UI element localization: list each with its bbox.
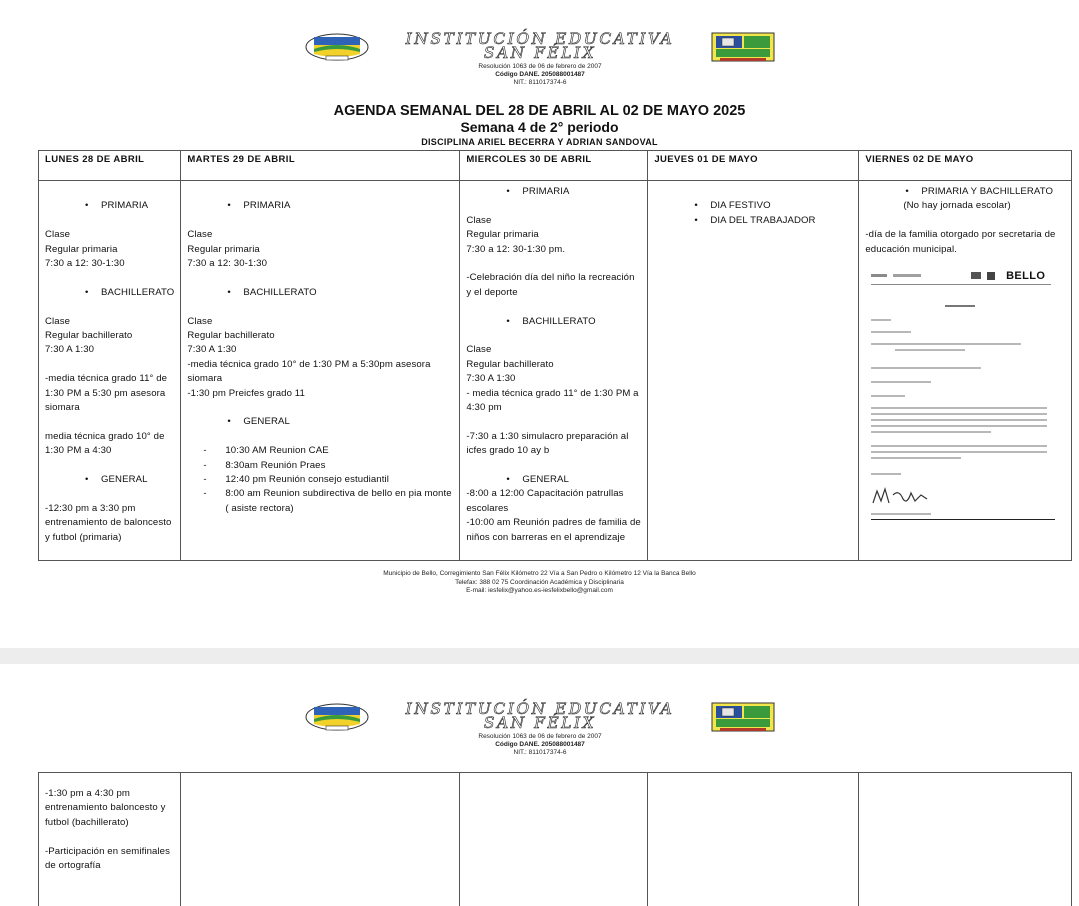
martes-preicfes: -1:30 pm Preicfes grado 11: [187, 387, 305, 399]
lunes-participacion-ortografia: -Participación en semifinales de ortografía: [45, 845, 171, 872]
document-page-2: [0, 664, 1079, 906]
table-row: [39, 181, 1072, 561]
martes-media10: -media técnica grado 10° de 1:30 PM a 5:30pm asesora siomara: [187, 358, 431, 385]
miercoles-bachillerato: • BACHILLERATO: [466, 315, 641, 329]
footer-email: E-mail: iesfelix@yahoo.es-iesfelixbello@gmail.com: [466, 587, 613, 595]
nit-text: NIT.: 811017374-6: [513, 749, 567, 756]
dane-code: Código DANE. 205088001487: [495, 741, 585, 748]
lunes-general: • GENERAL: [45, 473, 174, 487]
lunes-clase2: Clase: [45, 315, 71, 327]
lunes-bachillerato: • BACHILLERATO: [45, 286, 174, 300]
resolution-text: Resolución 1063 de 06 de febrero de 2007: [478, 733, 602, 740]
martes-regular-bachillerato: Regular bachillerato: [187, 330, 275, 341]
lunes-media11: -media técnica grado 11° de 1:30 PM a 5:30 pm asesora siomara: [45, 373, 168, 414]
agenda-title: AGENDA SEMANAL DEL 28 DE ABRIL AL 02 DE MAYO 2025: [333, 103, 746, 119]
miercoles-celebracion: -Celebración día del niño la recreación y el deporte: [466, 272, 635, 298]
martes-hora-bachillerato: 7:30 A 1:30: [187, 344, 237, 356]
cell-lunes-continued: [39, 773, 181, 906]
lunes-regular-primaria: Regular primaria: [45, 243, 118, 255]
institution-crest-icon: [304, 32, 370, 62]
col-header-jueves: JUEVES 01 DE MAYO: [648, 151, 859, 181]
martes-regular-primaria: Regular primaria: [187, 243, 260, 255]
dane-code: Código DANE. 205088001487: [495, 71, 585, 78]
viernes-primaria-bachillerato: • PRIMARIA Y BACHILLERATO: [865, 185, 1065, 199]
lunes-clase: Clase: [45, 229, 71, 241]
cell-viernes: [859, 181, 1072, 561]
page-separator: [0, 648, 1079, 664]
miercoles-clase: Clase: [466, 214, 492, 226]
cell-martes: [181, 181, 460, 561]
martes-item-subdirectiva: - 8:00 am Reunion subdirectiva de bello en pia monte ( asiste rectora): [187, 487, 453, 516]
miercoles-hora-primaria: 7:30 a 12: 30-1:30 pm.: [466, 243, 566, 255]
lunes-hora-primaria: 7:30 a 12: 30-1:30: [45, 258, 125, 269]
martes-clase: Clase: [187, 229, 213, 241]
institution-header: [300, 30, 780, 92]
viernes-no-jornada: (No hay jornada escolar): [903, 200, 1011, 212]
institution-name-line2: SAN FÉLIX: [483, 44, 597, 62]
martes-item-consejo: - 12:40 pm Reunión consejo estudiantil: [187, 473, 453, 487]
institution-name-line1: INSTITUCIÓN EDUCATIVA: [405, 30, 675, 48]
table-row: [39, 773, 1072, 906]
document-footer: [0, 570, 1079, 596]
cell-martes-continued: [181, 773, 460, 906]
miercoles-general: • GENERAL: [466, 473, 641, 487]
cell-jueves-continued: [648, 773, 859, 906]
miercoles-simulacro: -7:30 a 1:30 simulacro preparación al icfes grado 10 ay b: [466, 430, 629, 457]
col-header-viernes: VIERNES 02 DE MAYO: [859, 151, 1072, 181]
municipal-shield-icon: [710, 32, 776, 62]
lunes-media10: media técnica grado 10° de 1:30 PM a 4:30: [45, 430, 165, 457]
miercoles-regular-bachillerato: Regular bachillerato: [466, 358, 554, 370]
agenda-title-block: [0, 103, 1079, 148]
nit-text: NIT.: 811017374-6: [513, 79, 567, 86]
col-header-miercoles: MIERCOLES 30 DE ABRIL: [460, 151, 648, 181]
cell-viernes-continued: [859, 773, 1072, 906]
martes-item-cae: - 10:30 AM Reunion CAE: [187, 444, 453, 458]
martes-bachillerato: • BACHILLERATO: [187, 286, 453, 300]
miercoles-media11: - media técnica grado 11° de 1:30 PM a 4:30 pm: [466, 387, 639, 414]
institution-crest-icon: [304, 702, 370, 732]
jueves-dia-trabajador: • DIA DEL TRABAJADOR: [654, 214, 852, 228]
martes-hora-primaria: 7:30 a 12: 30-1:30: [187, 258, 268, 269]
institution-name-line2: SAN FÉLIX: [483, 714, 597, 732]
col-header-martes: MARTES 29 DE ABRIL: [181, 151, 460, 181]
jueves-dia-festivo: • DIA FESTIVO: [654, 199, 852, 213]
martes-general: • GENERAL: [187, 415, 453, 429]
miercoles-primaria: • PRIMARIA: [466, 185, 641, 199]
miercoles-reunion: -10:00 am Reunión padres de familia de niños con barreras en el aprendizaje: [466, 517, 641, 543]
signature-icon: [871, 485, 931, 509]
miercoles-clase2: Clase: [466, 344, 492, 356]
miercoles-capacitacion: -8:00 a 12:00 Capacitación patrullas escolares: [466, 488, 624, 514]
lunes-hora-bachillerato: 7:30 A 1:30: [45, 344, 95, 356]
miercoles-regular-primaria: Regular primaria: [466, 229, 539, 241]
agenda-discipline: DISCIPLINA ARIEL BECERRA Y ADRIAN SANDOVAL: [421, 137, 658, 147]
weekly-agenda-table-continued: [38, 772, 1072, 906]
memo-bello-logo: BELLO: [1006, 270, 1046, 283]
municipal-shield-icon: [710, 702, 776, 732]
miercoles-hora-bachillerato: 7:30 A 1:30: [466, 373, 516, 385]
weekly-agenda-table: [38, 150, 1072, 561]
institution-header: [300, 700, 780, 762]
lunes-entrenamiento-bachillerato: -1:30 pm a 4:30 pm entrenamiento baloncesto y futbol (bachillerato): [45, 788, 166, 828]
lunes-primaria: • PRIMARIA: [45, 199, 174, 213]
lunes-regular-bachillerato: Regular bachillerato: [45, 330, 133, 341]
cell-miercoles-continued: [460, 773, 648, 906]
cell-miercoles: [460, 181, 648, 561]
viernes-familia: -día de la familia otorgado por secretaria de educación municipal.: [865, 229, 1056, 255]
footer-address: Municipio de Bello, Corregimiento San Félix Kilómetro 22 Vía a San Pedro o Kilómetro 12 Vía la Banca Bello: [383, 570, 696, 577]
martes-clase2: Clase: [187, 315, 213, 327]
institution-name-line1: INSTITUCIÓN EDUCATIVA: [405, 700, 675, 718]
cell-lunes: [39, 181, 181, 561]
memorandum-image: [865, 269, 1055, 531]
lunes-entrenamiento: -12:30 pm a 3:30 pm entrenamiento de baloncesto y futbol (primaria): [45, 502, 172, 543]
resolution-text: Resolución 1063 de 06 de febrero de 2007: [478, 63, 602, 70]
agenda-subtitle: Semana 4 de 2° periodo: [460, 119, 619, 135]
col-header-lunes: LUNES 28 DE ABRIL: [39, 151, 181, 181]
table-header-row: [39, 151, 1072, 181]
footer-phone: Telefax: 388 02 75 Coordinación Académica y Disciplinaria: [455, 578, 624, 586]
martes-item-praes: - 8:30am Reunión Praes: [187, 459, 453, 473]
cell-jueves: [648, 181, 859, 561]
martes-primaria: • PRIMARIA: [187, 199, 453, 213]
